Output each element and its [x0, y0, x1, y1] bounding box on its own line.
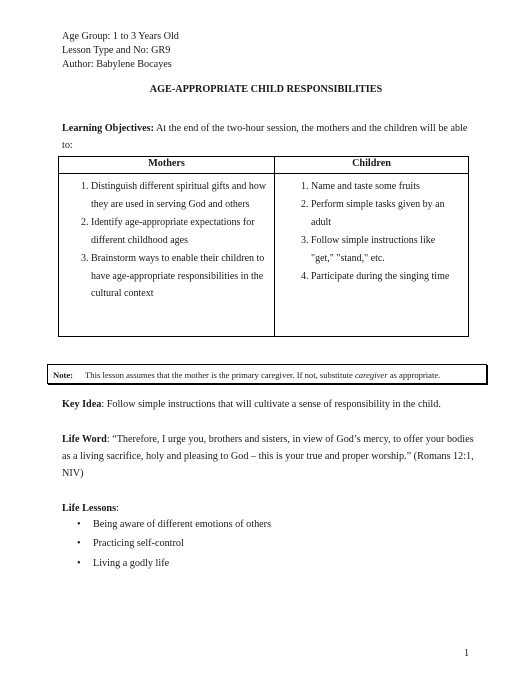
key-idea-text: : Follow simple instructions that will cultivate a sense of responsibility in the child.: [101, 399, 441, 410]
lesson-type: Lesson Type and No: GR9: [62, 45, 171, 56]
life-word: [62, 431, 476, 482]
author: Author: Babylene Bocayes: [62, 59, 172, 70]
header-children: Children: [275, 157, 469, 174]
list-item: [77, 554, 271, 573]
header-mothers: Mothers: [59, 157, 275, 174]
life-lessons-label: Life Lessons: [62, 503, 117, 514]
note-label: Note:: [53, 370, 74, 380]
objectives-label: Learning Objectives:: [62, 123, 154, 134]
key-idea: [62, 396, 476, 413]
life-lessons-list: [62, 515, 271, 573]
life-word-text: : “Therefore, I urge you, brothers and sisters, in view of God’s mercy, to offer your bodies as a living sacrifice, holy and pleasing to God – this is your true and proper worship.” (Romans 12:1, NIV): [62, 434, 474, 479]
page-number: 1: [464, 648, 470, 659]
list-item-text: Practicing self-control: [93, 538, 184, 550]
objectives-table: [58, 156, 469, 337]
list-item: 1. Distinguish different spiritual gifts and how they are used in serving God and others: [91, 178, 268, 214]
list-item: 4. Participate during the singing time: [311, 268, 460, 286]
list-item: 2. Perform simple tasks given by an adult: [311, 196, 460, 232]
list-item: 1. Name and taste some fruits: [311, 178, 460, 196]
life-word-label: Life Word: [62, 434, 107, 445]
note-box: [47, 364, 487, 384]
key-idea-label: Key Idea: [62, 399, 102, 410]
note-italic: caregiver: [354, 370, 388, 380]
bullet-icon: •: [77, 538, 81, 550]
learning-objectives: [62, 120, 474, 154]
list-item: [77, 515, 272, 534]
life-lessons-heading: [62, 503, 119, 514]
list-item: 3. Brainstorm ways to enable their children to have age-appropriate responsibilities in the cultural context: [91, 250, 268, 304]
life-lessons-colon: :: [116, 503, 119, 514]
list-item: 2. Identify age-appropriate expectations for different childhood ages: [91, 214, 268, 250]
mothers-cell: [59, 174, 275, 337]
children-cell: [275, 174, 469, 337]
mothers-list: [59, 178, 274, 303]
list-item: 3. Follow simple instructions like "get," "stand," etc.: [311, 232, 460, 268]
list-item: [77, 534, 271, 553]
bullet-icon: •: [77, 557, 81, 569]
children-list: [275, 178, 468, 285]
note-text-end: as appropriate.: [387, 370, 441, 380]
objectives-text: At the end of the two-hour session, the mothers and the children will be able to:: [62, 123, 468, 151]
list-item-text: Living a godly life: [93, 557, 170, 569]
age-group: Age Group: 1 to 3 Years Old: [62, 31, 179, 42]
lesson-meta: [62, 30, 179, 72]
bullet-icon: •: [77, 519, 81, 530]
note-text: This lesson assumes that the mother is the primary caregiver. If not, substitute: [85, 370, 355, 380]
page-title: AGE-APPROPRIATE CHILD RESPONSIBILITIES: [149, 84, 383, 95]
list-item-text: Being aware of different emotions of others: [93, 519, 272, 530]
